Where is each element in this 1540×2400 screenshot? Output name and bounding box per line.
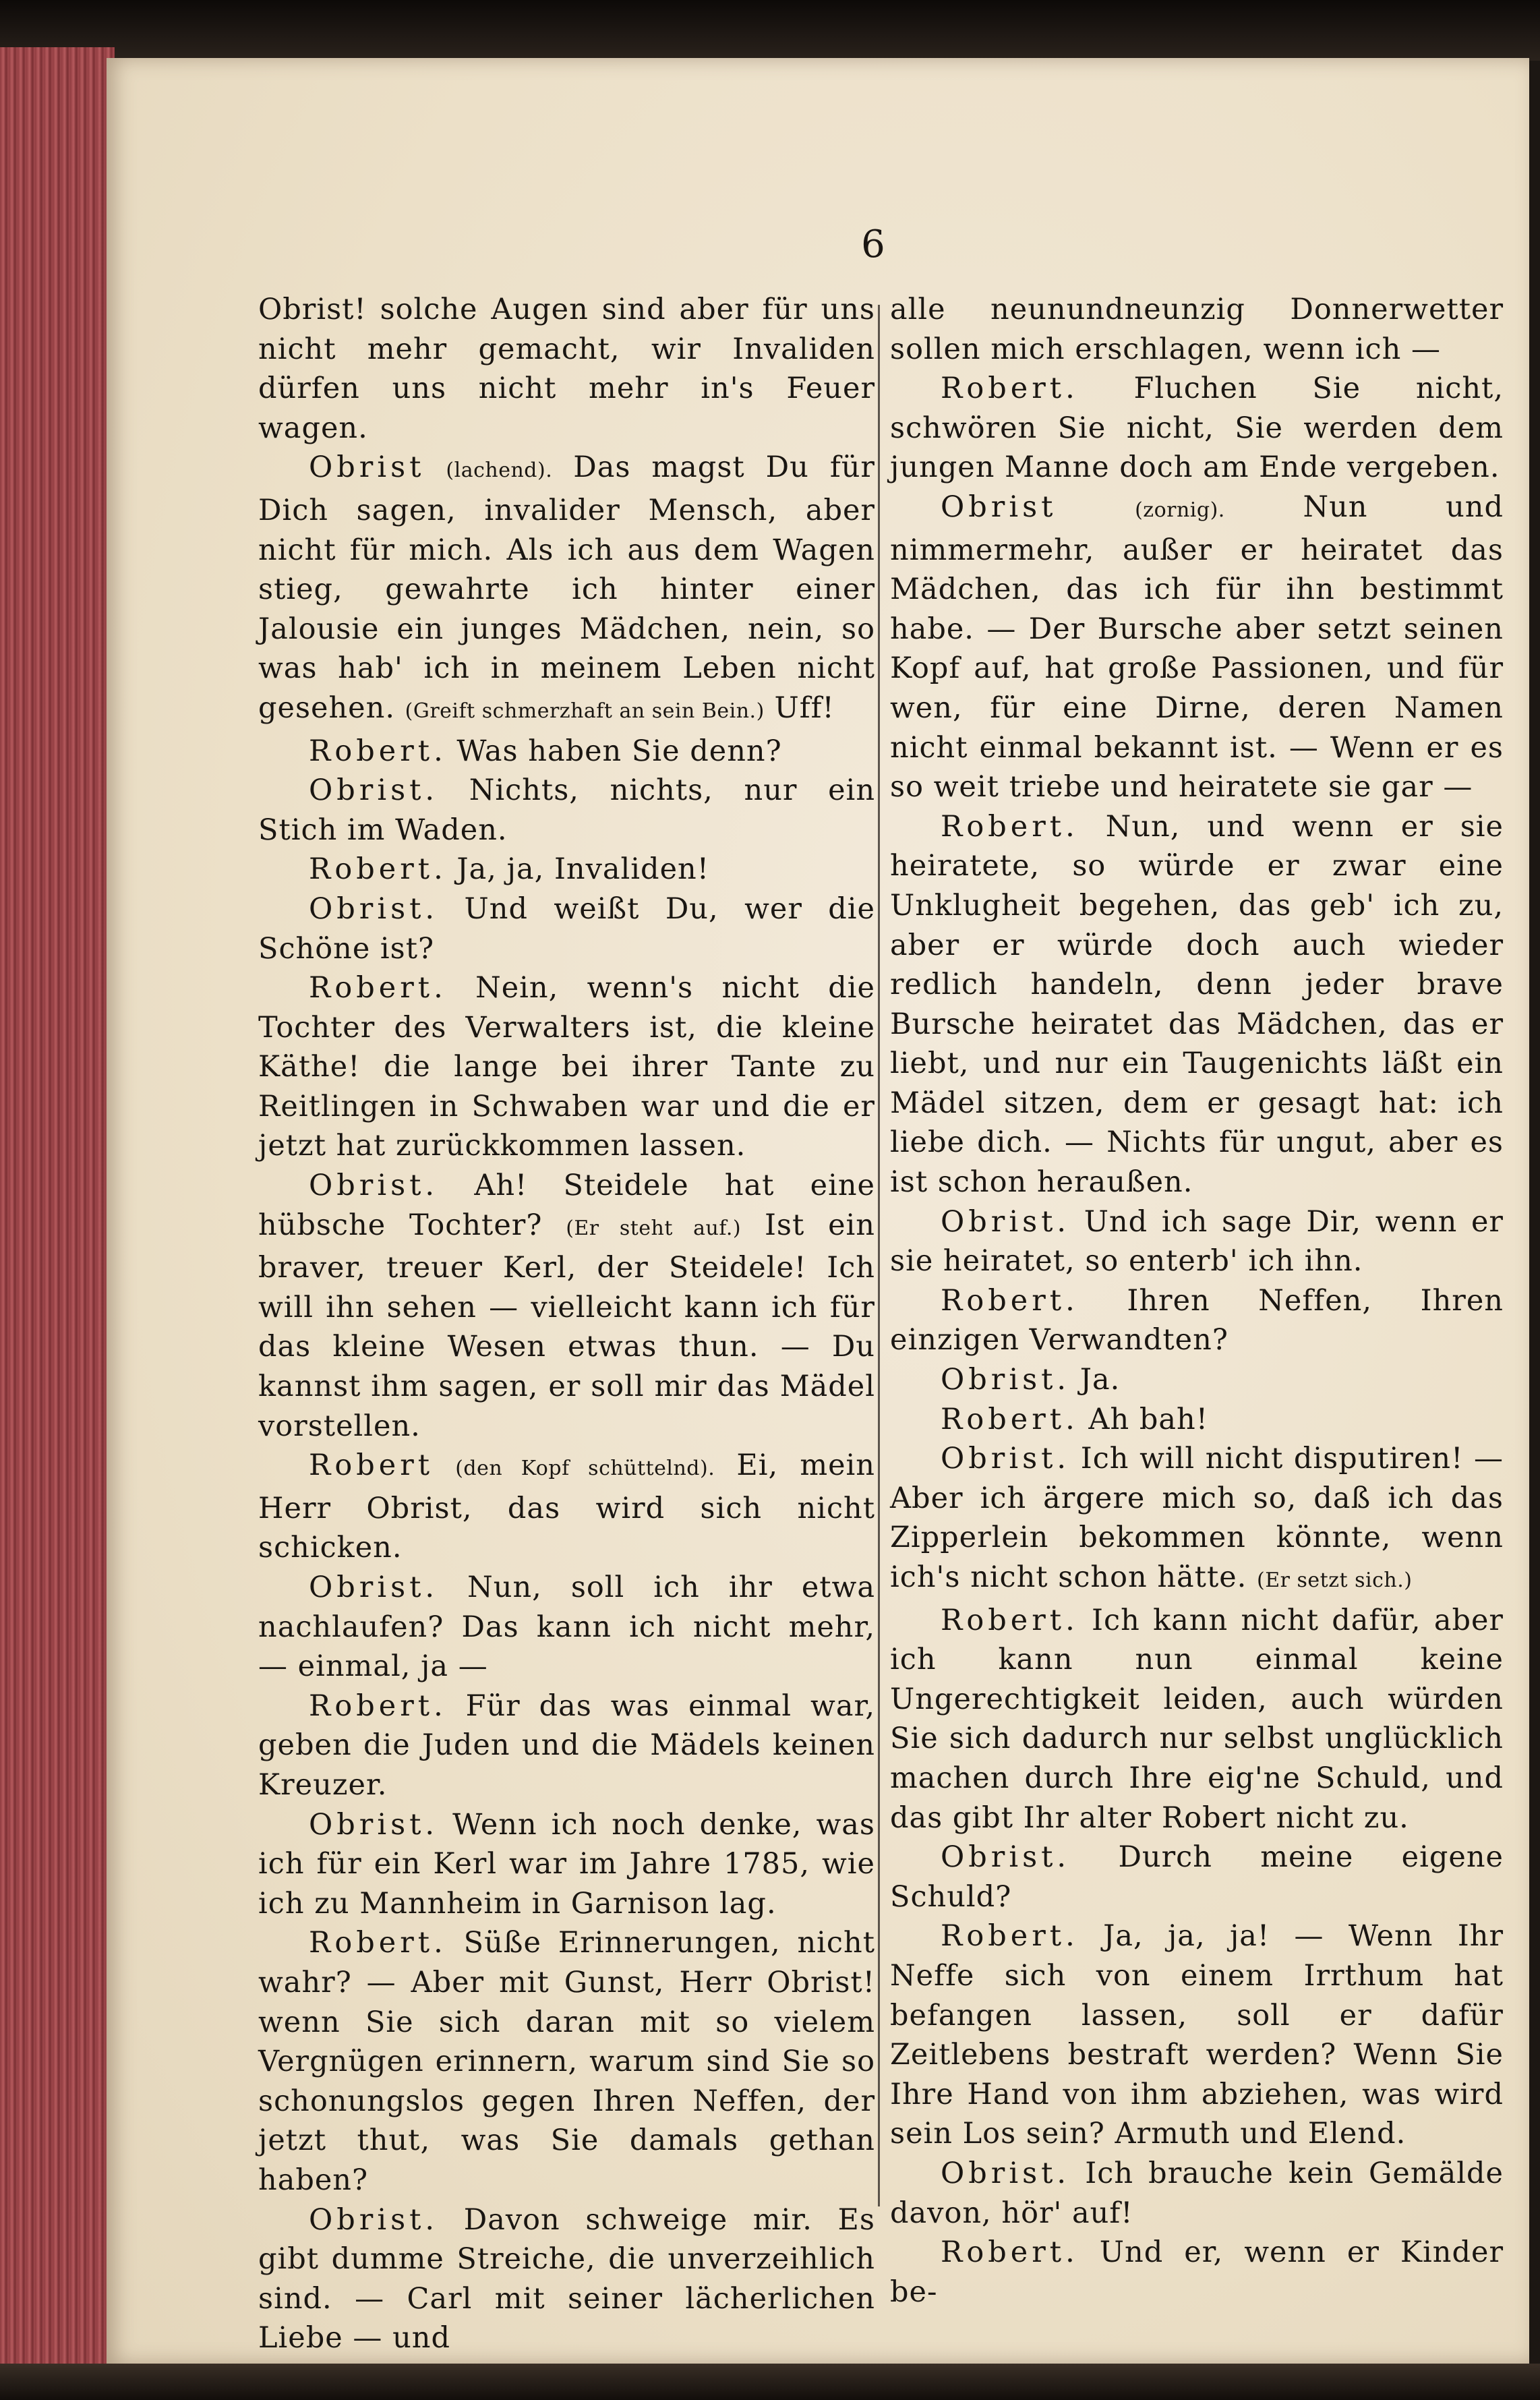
dialogue-paragraph	[258, 2200, 875, 2358]
stage-direction: (lachend).	[446, 459, 553, 483]
column-divider	[878, 305, 880, 2206]
dialogue-text: Für das was einmal war, geben die Juden und die Mädels keinen Kreuzer.	[258, 1689, 875, 1802]
speaker-name: Obrist.	[309, 1571, 439, 1604]
dialogue-text: Was haben Sie denn?	[456, 734, 782, 768]
dialogue-text: Ich kann nicht dafür, aber ich kann nun einmal keine Ungerechtigkeit leiden, auch würden Sie sich dadurch nur selbst unglücklich machen durch Ihre eig'ne Schuld, und das gibt Ihr alter Robert nicht zu.	[890, 1603, 1504, 1835]
speaker-name: Robert.	[941, 1283, 1079, 1318]
dialogue-paragraph	[890, 488, 1504, 807]
dialogue-text: Ihren Neffen, Ihren einzigen Verwandten?	[890, 1283, 1504, 1357]
dialogue-text: Nun, soll ich ihr etwa nachlaufen? Das kann ich nicht mehr, — einmal, ja —	[258, 1571, 876, 1684]
dialogue-text: Ja, ja, ja! — Wenn Ihr Neffe sich von einem Irrthum hat befangen lassen, soll er dafür Zeitlebens bestraft werden? Wenn Sie Ihre Hand von ihm abziehen, was wird sein Los sein? Armuth und Elend.	[890, 1919, 1504, 2151]
dialogue-text: Wenn ich noch denke, was ich für ein Kerl war im Jahre 1785, wie ich zu Mannheim in Garnison lag.	[258, 1807, 876, 1921]
dialogue-paragraph	[890, 1838, 1504, 1916]
dialogue-text: Ich brauche kein Gemälde davon, hör' auf!	[890, 2156, 1504, 2230]
dialogue-text: Ah bah!	[1088, 1402, 1208, 1436]
scan-top-shadow	[0, 0, 1540, 61]
speaker-name: Obrist.	[941, 1204, 1071, 1239]
right-text-column	[890, 290, 1504, 2312]
speaker-name: Obrist.	[309, 891, 439, 926]
speaker-name: Robert.	[941, 1402, 1079, 1436]
continued-paragraph	[890, 290, 1504, 369]
dialogue-paragraph	[890, 1202, 1504, 1281]
dialogue-paragraph	[890, 2233, 1504, 2312]
dialogue-paragraph	[258, 1568, 875, 1687]
dialogue-text: Nun, und wenn er sie heiratete, so würde er zwar eine Unklugheit begehen, das geb' ich zu, aber er würde doch auch wieder redlich handeln, denn jeder brave Bursche heiratet das Mädchen, das er liebt, und nur ein Taugenichts läßt ein Mädel sitzen, dem er gesagt hat: ich liebe dich. — Nichts für ungut, aber es ist schon heraußen.	[890, 809, 1504, 1200]
book-page-edges	[0, 47, 115, 2380]
dialogue-paragraph	[890, 369, 1504, 488]
speaker-name: Robert.	[309, 1926, 447, 1960]
speaker-name: Obrist.	[941, 1363, 1071, 1397]
stage-direction: (den Kopf schüttelnd).	[455, 1457, 715, 1481]
dialogue-text: alle neunundneunzig Donnerwetter sollen mich erschlagen, wenn ich —	[890, 293, 1504, 366]
dialogue-paragraph	[258, 889, 875, 968]
dialogue-text: Ah! Steidele hat eine hübsche Tochter?	[258, 1169, 875, 1242]
dialogue-paragraph	[258, 1805, 875, 1924]
dialogue-paragraph	[258, 1923, 875, 2200]
stage-direction: (Er setzt sich.)	[1257, 1569, 1413, 1592]
speaker-name: Obrist	[941, 490, 1057, 524]
dialogue-paragraph	[890, 1601, 1504, 1838]
speaker-name: Robert	[309, 1448, 434, 1483]
continued-paragraph	[258, 290, 875, 448]
dialogue-text: Nichts, nichts, nur ein Stich im Waden.	[258, 773, 876, 847]
dialogue-text: Durch meine eigene Schuld?	[890, 1840, 1504, 1914]
dialogue-text: Das magst Du für Dich sagen, invalider Mensch, aber nicht für mich. Als ich aus dem Wagen stieg, gewahrte ich hinter einer Jalousie ein junges Mädchen, nein, so was hab' ich in meinem Leben nicht gesehen.	[258, 450, 875, 725]
dialogue-text: Davon schweige mir. Es gibt dumme Streiche, die unverzeihlich sind. — Carl mit seiner lächerlichen Liebe — und	[258, 2202, 876, 2355]
dialogue-text: Obrist! solche Augen sind aber für uns nicht mehr gemacht, wir Invaliden dürfen uns nicht mehr in's Feuer wagen.	[258, 293, 875, 445]
speaker-name: Obrist.	[941, 1840, 1071, 1875]
dialogue-text: Nun und nimmermehr, außer er heiratet das Mädchen, das ich für ihn bestimmt habe. — Der Bursche aber setzt seinen Kopf auf, hat große Passionen, und für wen, für eine Dirne, deren Namen nicht einmal bekannt ist. — Wenn er es so weit triebe und heiratete sie gar —	[890, 490, 1504, 804]
dialogue-text: Uff!	[774, 691, 835, 725]
dialogue-text: Ja, ja, Invaliden!	[456, 852, 709, 887]
speaker-name: Robert.	[309, 1689, 447, 1723]
speaker-name: Obrist.	[941, 2156, 1071, 2190]
dialogue-paragraph	[258, 448, 875, 731]
speaker-name: Obrist.	[309, 1169, 439, 1203]
dialogue-paragraph	[890, 2154, 1504, 2233]
dialogue-text: Ich will nicht disputiren! — Aber ich ärgere mich so, daß ich das Zipperlein bekommen könnte, wenn ich's nicht schon hätte.	[890, 1442, 1504, 1594]
speaker-name: Obrist	[309, 450, 425, 485]
speaker-name: Obrist.	[309, 1807, 439, 1842]
dialogue-paragraph	[258, 732, 875, 771]
left-text-column	[258, 290, 875, 2358]
stage-direction: (Er steht auf.)	[566, 1216, 742, 1240]
dialogue-text: Ei, mein Herr Obrist, das wird sich nicht schicken.	[258, 1448, 875, 1565]
speaker-name: Robert.	[941, 2235, 1079, 2270]
page-number: 6	[861, 223, 885, 266]
speaker-name: Robert.	[941, 1603, 1079, 1637]
dialogue-text: Ja.	[1079, 1363, 1121, 1397]
dialogue-paragraph	[258, 968, 875, 1166]
dialogue-paragraph	[258, 1687, 875, 1805]
dialogue-text: Und weißt Du, wer die Schöne ist?	[258, 891, 876, 966]
speaker-name: Robert.	[941, 372, 1079, 406]
dialogue-paragraph	[890, 1400, 1504, 1440]
dialogue-text: Nein, wenn's nicht die Tochter des Verwalters ist, die kleine Käthe! die lange bei ihrer Tante zu Reitlingen in Schwaben war und die er jetzt hat zurückkommen lassen.	[258, 971, 875, 1163]
scan-bottom-shadow	[0, 2364, 1540, 2400]
dialogue-paragraph	[258, 1166, 875, 1446]
speaker-name: Robert.	[309, 734, 447, 768]
dialogue-paragraph	[258, 771, 875, 850]
dialogue-text: Und ich sage Dir, wenn er sie heiratet, so enterb' ich ihn.	[890, 1204, 1504, 1279]
speaker-name: Robert.	[941, 809, 1079, 844]
dialogue-text: Süße Erinnerungen, nicht wahr? — Aber mit Gunst, Herr Obrist! wenn Sie sich daran mit so vielem Vergnügen erinnern, warum sind Sie so schonungslos gegen Ihren Neffen, der jetzt thut, was Sie damals gethan haben?	[258, 1926, 875, 2197]
stage-direction: (Greift schmerzhaft an sein Bein.)	[405, 699, 765, 723]
speaker-name: Robert.	[941, 1919, 1079, 1954]
dialogue-paragraph	[258, 850, 875, 889]
dialogue-text: Und er, wenn er Kinder be-	[890, 2235, 1504, 2309]
speaker-name: Robert.	[309, 971, 447, 1005]
dialogue-text: Ist ein braver, treuer Kerl, der Steidele! Ich will ihn sehen — vielleicht kann ich für das kleine Wesen etwas thun. — Du kannst ihm sagen, er soll mir das Mädel vorstellen.	[258, 1208, 875, 1443]
speaker-name: Obrist.	[309, 773, 439, 808]
dialogue-paragraph	[890, 1360, 1504, 1400]
dialogue-paragraph	[890, 1439, 1504, 1600]
speaker-name: Obrist.	[309, 2202, 439, 2237]
dialogue-paragraph	[890, 807, 1504, 1202]
speaker-name: Robert.	[309, 852, 447, 887]
speaker-name: Obrist.	[941, 1442, 1071, 1476]
dialogue-text: Fluchen Sie nicht, schwören Sie nicht, Sie werden dem jungen Manne doch am Ende vergeben.	[890, 372, 1504, 485]
stage-direction: (zornig).	[1135, 498, 1225, 522]
dialogue-paragraph	[258, 1446, 875, 1568]
dialogue-paragraph	[890, 1916, 1504, 2154]
dialogue-paragraph	[890, 1281, 1504, 1360]
